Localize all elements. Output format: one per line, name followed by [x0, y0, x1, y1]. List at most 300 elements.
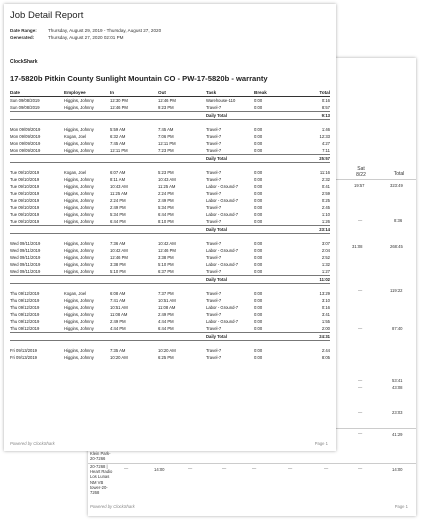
table-cell: 2:49 PM — [158, 198, 174, 203]
back-dash: — — [222, 466, 227, 471]
table-row — [10, 354, 330, 361]
table-header-row — [10, 89, 330, 97]
table-row — [10, 311, 330, 318]
daily-total-row — [10, 112, 330, 120]
daily-total-value: 25:57 — [304, 155, 330, 163]
table-cell: 0:00 — [254, 148, 263, 153]
table-cell: 3:38 PM — [110, 262, 126, 267]
table-cell: 0:00 — [254, 127, 263, 132]
table-cell: 5:10 PM — [158, 262, 174, 267]
table-row — [10, 218, 330, 226]
time-entries-table — [10, 89, 330, 361]
back-value: 323:49 — [390, 183, 403, 188]
sat-label: Sat — [357, 166, 365, 172]
table-cell: 1:26 — [321, 219, 330, 224]
table-cell: Higgins, Johnny — [64, 255, 94, 260]
table-cell: 7:11 — [322, 148, 330, 153]
table-cell: 0:00 — [254, 141, 263, 146]
back-value: 8:36 — [394, 218, 403, 223]
table-cell: Travel-7 — [206, 348, 222, 353]
table-row — [10, 240, 330, 247]
table-cell: 2:52 — [321, 255, 330, 260]
table-cell: Higgins, Johnny — [64, 305, 94, 310]
table-row — [10, 268, 330, 276]
table-cell: Higgins, Johnny — [64, 326, 94, 331]
table-cell: 1:32 — [321, 262, 330, 267]
table-cell: 6:37 PM — [158, 269, 174, 274]
table-cell: Labor - Ground-7 — [206, 184, 239, 189]
table-cell: 0:00 — [254, 248, 263, 253]
job-title: 17-5820b Pitkin County Sunlight Mountain CO - PW-17-5820b - warranty — [10, 74, 268, 83]
table-cell: Thu 09/12/2019 — [10, 305, 40, 310]
divider — [88, 463, 416, 464]
back-value: 268:45 — [390, 244, 403, 249]
table-cell: Kogan, Joel — [64, 134, 87, 139]
table-cell: 0:00 — [254, 241, 263, 246]
col-date: Date — [10, 89, 64, 97]
date-range-label: Date Range: — [10, 28, 37, 33]
table-cell: Tue 09/10/2019 — [10, 170, 40, 175]
table-cell: 0:00 — [254, 291, 263, 296]
table-cell: 12:11 PM — [110, 148, 128, 153]
table-row — [10, 261, 330, 268]
back-value: 19:57 — [354, 183, 365, 188]
table-cell: Thu 09/12/2019 — [10, 298, 40, 303]
table-cell: Higgins, Johnny — [64, 141, 94, 146]
table-cell: Higgins, Johnny — [64, 184, 94, 189]
back-value: 23:03 — [392, 410, 403, 415]
table-cell: Higgins, Johnny — [64, 205, 94, 210]
back-value: 14:00 — [154, 467, 165, 472]
table-cell: 1:46 — [321, 127, 330, 132]
table-cell: 0:00 — [254, 305, 263, 310]
table-cell: 4:27 — [321, 141, 330, 146]
generated-label: Generated: — [10, 35, 35, 40]
job-line: 20-7266 — [90, 456, 106, 462]
table-cell: 3:38 PM — [158, 255, 174, 260]
total-column-header: Total — [393, 171, 405, 177]
daily-total-row — [10, 155, 330, 163]
table-row — [10, 297, 330, 304]
table-cell: 7:23 PM — [158, 148, 174, 153]
table-row — [10, 290, 330, 297]
table-cell: 10:43 AM — [158, 177, 176, 182]
table-cell: 2:24 PM — [110, 198, 126, 203]
front-page — [4, 4, 336, 451]
table-cell: 3:41 — [321, 312, 330, 317]
table-row — [10, 169, 330, 176]
table-cell: 11:25 AM — [110, 191, 128, 196]
back-page-footer: Powered by ClockShark — [90, 504, 135, 509]
back-dash: — — [324, 466, 329, 471]
table-cell: 0:00 — [254, 219, 263, 224]
table-cell: Mon 09/09/2019 — [10, 141, 41, 146]
back-value: 14:00 — [392, 467, 403, 472]
back-dash: — — [358, 288, 363, 293]
table-cell: 10:42 AM — [110, 248, 128, 253]
table-cell: 0:25 — [321, 198, 330, 203]
table-cell: Higgins, Johnny — [64, 98, 94, 103]
table-cell: Sun 09/08/2019 — [10, 98, 40, 103]
col-task: Task — [206, 89, 254, 97]
job-line: Klein Park- — [90, 450, 111, 456]
table-cell: 8:10 PM — [158, 219, 174, 224]
table-cell: Warehouse-110 — [206, 98, 236, 103]
back-dash: — — [252, 466, 257, 471]
back-page-number: Page 1 — [394, 504, 408, 509]
table-cell: Travel-7 — [206, 355, 222, 360]
table-cell: 3:10 — [321, 298, 330, 303]
table-cell: 7:37 PM — [158, 291, 174, 296]
daily-total-pad — [10, 112, 206, 120]
back-dash: — — [288, 466, 293, 471]
col-total: Total — [304, 89, 330, 97]
table-cell: Higgins, Johnny — [64, 198, 94, 203]
table-cell: 0:00 — [254, 177, 263, 182]
table-cell: Higgins, Johnny — [64, 319, 94, 324]
table-cell: 5:59 AM — [110, 127, 126, 132]
date-range-row — [10, 28, 161, 33]
table-cell: Travel-7 — [206, 191, 222, 196]
table-cell: Travel-7 — [206, 205, 222, 210]
table-cell: 7:35 AM — [110, 348, 126, 353]
table-cell: 5:10 PM — [110, 269, 126, 274]
table-cell: Tue 09/10/2019 — [10, 219, 40, 224]
table-cell: 4:44 PM — [158, 319, 174, 324]
table-cell: 0:00 — [254, 298, 263, 303]
table-cell: Higgins, Johnny — [64, 191, 94, 196]
table-cell: Kogan, Joel — [64, 291, 87, 296]
table-row — [10, 140, 330, 147]
table-cell: 6:32 AM — [110, 134, 126, 139]
job-line: 20-7268 | — [90, 464, 108, 469]
job-line: 7268 — [90, 490, 100, 496]
daily-total-label: Daily Total — [206, 112, 304, 120]
table-cell: 2:32 — [321, 177, 330, 182]
table-cell: 12:11 PM — [158, 141, 176, 146]
table-row — [10, 204, 330, 211]
table-cell: 8:05 — [321, 355, 330, 360]
table-cell: Travel-7 — [206, 326, 222, 331]
table-row — [10, 183, 330, 190]
table-cell: 11:08 AM — [110, 312, 128, 317]
table-cell: 1:27 — [321, 269, 330, 274]
table-cell: 5:34 PM — [110, 212, 126, 217]
table-cell: 7:41 AM — [110, 298, 126, 303]
table-cell: 10:51 AM — [158, 298, 176, 303]
daily-total-pad — [10, 155, 206, 163]
table-cell: 7:06 PM — [158, 134, 174, 139]
table-cell: 8:11 AM — [110, 177, 126, 182]
job-line: Heart Radio — [90, 469, 113, 475]
table-cell: Wed 09/11/2019 — [10, 248, 41, 253]
table-cell: Labor - Ground-7 — [206, 212, 239, 217]
table-cell: 12:33 — [319, 134, 330, 139]
back-value: 41:29 — [392, 432, 403, 437]
table-cell: 0:16 — [321, 98, 330, 103]
table-row — [10, 97, 330, 105]
table-row — [10, 325, 330, 333]
table-cell: Fri 09/13/2019 — [10, 355, 38, 360]
table-cell: Travel-7 — [206, 134, 222, 139]
table-cell: Tue 09/10/2019 — [10, 191, 40, 196]
daily-total-value: 24:31 — [304, 333, 330, 341]
table-cell: 6:07 AM — [110, 170, 126, 175]
table-cell: 10:43 AM — [110, 184, 128, 189]
table-cell: Travel-7 — [206, 141, 222, 146]
table-cell: Higgins, Johnny — [64, 312, 94, 317]
table-cell: 12:46 PM — [158, 98, 176, 103]
table-cell: 0:00 — [254, 184, 263, 189]
back-value: 53:41 — [392, 378, 403, 383]
date-range-value: Thursday, August 29, 2019 - Thursday, August 27, 2020 — [48, 28, 162, 33]
table-cell: Higgins, Johnny — [64, 219, 94, 224]
back-dash: — — [358, 466, 363, 471]
table-cell: 10:20 AM — [110, 355, 128, 360]
table-cell: 0:00 — [254, 348, 263, 353]
job-block — [90, 464, 112, 495]
company-name: ClockShark — [10, 59, 38, 65]
table-cell: 0:00 — [254, 255, 263, 260]
table-cell: 0:00 — [254, 191, 263, 196]
table-body — [10, 97, 330, 362]
back-dash: — — [358, 218, 363, 223]
table-cell: Higgins, Johnny — [64, 105, 94, 110]
table-cell: 2:45 — [321, 205, 330, 210]
daily-total-label: Daily Total — [206, 333, 304, 341]
table-cell: 1:10 — [321, 212, 330, 217]
table-cell: Fri 09/13/2019 — [10, 348, 38, 353]
table-cell: 2:59 — [321, 191, 330, 196]
table-row — [10, 147, 330, 155]
table-cell: 0:00 — [254, 134, 263, 139]
table-cell: 11:08 AM — [158, 305, 176, 310]
table-row — [10, 176, 330, 183]
back-dash: — — [358, 378, 363, 383]
table-cell: Mon 09/09/2019 — [10, 127, 41, 132]
daily-total-value: 11:02 — [304, 276, 330, 284]
table-cell: 2:04 — [321, 248, 330, 253]
col-employee: Employee — [64, 89, 110, 97]
table-cell: Travel-7 — [206, 312, 222, 317]
table-cell: Sun 09/08/2019 — [10, 105, 40, 110]
table-row — [10, 247, 330, 254]
table-cell: Tue 09/10/2019 — [10, 177, 40, 182]
table-row — [10, 104, 330, 112]
table-cell: 12:46 PM — [158, 248, 176, 253]
table-cell: 11:25 AM — [158, 184, 176, 189]
table-cell: 10:42 AM — [158, 241, 176, 246]
table-row — [10, 304, 330, 311]
table-cell: Tue 09/10/2019 — [10, 212, 40, 217]
table-cell: Travel-7 — [206, 127, 222, 132]
back-dash: — — [358, 326, 363, 331]
table-cell: 2:00 — [321, 326, 330, 331]
col-out: Out — [158, 89, 206, 97]
back-dash: — — [358, 385, 363, 390]
table-cell: Higgins, Johnny — [64, 241, 94, 246]
table-row — [10, 318, 330, 325]
table-cell: Thu 09/12/2019 — [10, 312, 40, 317]
table-cell: Travel-7 — [206, 298, 222, 303]
table-cell: Higgins, Johnny — [64, 212, 94, 217]
table-cell: 2:49 PM — [110, 205, 126, 210]
sat-date: 8/22 — [356, 172, 366, 178]
table-cell: 0:00 — [254, 326, 263, 331]
table-cell: Higgins, Johnny — [64, 177, 94, 182]
table-cell: Higgins, Johnny — [64, 262, 94, 267]
table-cell: Labor - Ground-7 — [206, 248, 239, 253]
back-value: 87:40 — [392, 326, 403, 331]
table-cell: Travel-7 — [206, 148, 222, 153]
table-cell: 6:44 PM — [110, 219, 126, 224]
back-dash: — — [358, 431, 363, 436]
table-cell: 5:23 PM — [158, 170, 174, 175]
table-cell: Labor - Ground-7 — [206, 319, 239, 324]
table-cell: Higgins, Johnny — [64, 348, 94, 353]
table-cell: Thu 09/12/2019 — [10, 291, 40, 296]
daily-total-value: 9:13 — [304, 112, 330, 120]
table-cell: Labor - Ground-7 — [206, 198, 239, 203]
table-cell: Mon 09/09/2019 — [10, 134, 41, 139]
daily-total-row — [10, 226, 330, 234]
table-cell: 0:00 — [254, 212, 263, 217]
table-row — [10, 190, 330, 197]
table-cell: Higgins, Johnny — [64, 248, 94, 253]
table-cell: 0:16 — [321, 305, 330, 310]
table-cell: Travel-7 — [206, 170, 222, 175]
table-cell: Wed 09/11/2019 — [10, 241, 41, 246]
table-cell: Travel-7 — [206, 255, 222, 260]
table-cell: Travel-7 — [206, 269, 222, 274]
back-value: 43:08 — [392, 385, 403, 390]
report-title: Job Detail Report — [10, 10, 84, 21]
table-cell: Higgins, Johnny — [64, 148, 94, 153]
table-cell: Higgins, Johnny — [64, 269, 94, 274]
table-cell: 6:08 AM — [110, 291, 126, 296]
generated-row — [10, 35, 124, 40]
table-row — [10, 347, 330, 354]
table-cell: Travel-7 — [206, 219, 222, 224]
back-value: 119:22 — [390, 288, 403, 293]
table-cell: Travel-7 — [206, 177, 222, 182]
table-cell: 9:23 PM — [158, 105, 174, 110]
table-cell: 10:20 AM — [158, 348, 176, 353]
table-cell: 11:16 — [319, 170, 330, 175]
daily-total-pad — [10, 276, 206, 284]
col-break: Break — [254, 89, 304, 97]
table-cell: Wed 09/11/2019 — [10, 255, 41, 260]
table-cell: 3:07 — [321, 241, 330, 246]
table-cell: 10:51 AM — [110, 305, 128, 310]
table-cell: Thu 09/12/2019 — [10, 326, 40, 331]
col-in: In — [110, 89, 158, 97]
sat-column-header — [350, 166, 372, 178]
table-cell: 0:00 — [254, 312, 263, 317]
back-dash: — — [124, 466, 129, 471]
table-cell: 8:57 — [321, 105, 330, 110]
table-row — [10, 126, 330, 133]
table-cell: Travel-7 — [206, 105, 222, 110]
table-cell: Thu 09/12/2019 — [10, 319, 40, 324]
table-cell: Tue 09/10/2019 — [10, 198, 40, 203]
page-footer: Powered by ClockShark — [10, 441, 55, 446]
table-cell: 0:00 — [254, 262, 263, 267]
table-cell: Tue 09/10/2019 — [10, 205, 40, 210]
table-cell: 7:45 AM — [110, 141, 126, 146]
generated-value: Thursday, August 27, 2020 02:01 PM — [48, 35, 124, 40]
table-row — [10, 211, 330, 218]
table-cell: Labor - Ground-7 — [206, 305, 239, 310]
table-cell: 2:49 PM — [110, 319, 126, 324]
table-cell: 2:24 PM — [158, 191, 174, 196]
table-cell: 13:29 — [319, 291, 330, 296]
table-cell: 2:44 — [321, 348, 330, 353]
table-cell: 2:49 PM — [158, 312, 174, 317]
table-cell: 6:44 PM — [158, 212, 174, 217]
table-cell: 12:30 PM — [110, 98, 128, 103]
back-dash: — — [188, 466, 193, 471]
daily-total-pad — [10, 333, 206, 341]
table-cell: Labor - Ground-7 — [206, 262, 239, 267]
table-cell: 0:00 — [254, 198, 263, 203]
table-cell: 0:00 — [254, 205, 263, 210]
back-value: 31:08 — [352, 244, 363, 249]
daily-total-value: 23:14 — [304, 226, 330, 234]
table-cell: 6:25 PM — [158, 355, 174, 360]
table-cell: 0:00 — [254, 355, 263, 360]
table-cell: 0:00 — [254, 319, 263, 324]
table-row — [10, 133, 330, 140]
table-cell: Higgins, Johnny — [64, 298, 94, 303]
page-number: Page 1 — [314, 441, 328, 446]
table-cell: Wed 09/11/2019 — [10, 269, 41, 274]
table-cell: 4:44 PM — [110, 326, 126, 331]
job-line: NM VB — [90, 479, 104, 485]
table-cell: 12:46 PM — [110, 255, 128, 260]
table-cell: 0:00 — [254, 98, 263, 103]
daily-total-label: Daily Total — [206, 155, 304, 163]
table-cell: 0:00 — [254, 269, 263, 274]
job-line: Los Lunas — [90, 474, 110, 480]
table-cell: 6:44 PM — [158, 326, 174, 331]
table-cell: Travel-7 — [206, 291, 222, 296]
daily-total-label: Daily Total — [206, 276, 304, 284]
table-cell: 0:00 — [254, 105, 263, 110]
table-row — [10, 197, 330, 204]
table-cell: Travel-7 — [206, 241, 222, 246]
table-cell: 7:36 AM — [110, 241, 126, 246]
daily-total-row — [10, 333, 330, 341]
table-cell: Tue 09/10/2019 — [10, 184, 40, 189]
table-cell: Higgins, Johnny — [64, 355, 94, 360]
table-cell: Wed 09/11/2019 — [10, 262, 41, 267]
table-cell: 5:34 PM — [158, 205, 174, 210]
table-cell: 0:41 — [321, 184, 330, 189]
job-line: tower-20- — [90, 484, 108, 490]
table-cell: 0:00 — [254, 170, 263, 175]
daily-total-row — [10, 276, 330, 284]
table-cell: 1:55 — [321, 319, 330, 324]
table-cell: Mon 09/09/2019 — [10, 148, 41, 153]
back-dash: — — [358, 410, 363, 415]
table-cell: 7:45 AM — [158, 127, 174, 132]
table-cell: 12:46 PM — [110, 105, 128, 110]
table-cell: Kogan, Joel — [64, 170, 87, 175]
table-cell: Higgins, Johnny — [64, 127, 94, 132]
daily-total-label: Daily Total — [206, 226, 304, 234]
table-row — [10, 254, 330, 261]
